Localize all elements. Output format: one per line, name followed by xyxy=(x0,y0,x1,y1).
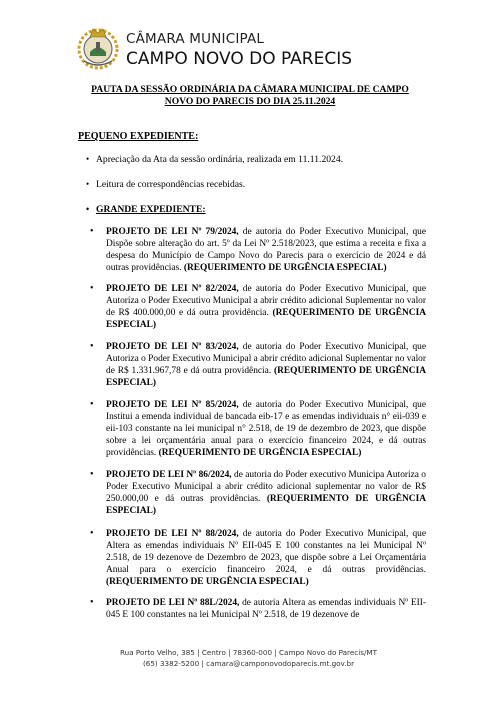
bullet-icon: • xyxy=(90,469,94,480)
sub-item-grande-expediente: • GRANDE EXPEDIENTE: xyxy=(96,204,206,215)
org-name-line2: CAMPO NOVO DO PARECIS xyxy=(126,49,353,69)
item-head: PROJETO DE LEI Nº 88L/2024, xyxy=(106,598,240,608)
agenda-item xyxy=(90,283,426,331)
item-head: PROJETO DE LEI Nº 79/2024, xyxy=(106,227,239,237)
item-tail: (REQUERIMENTO DE URGÊNCIA ESPECIAL) xyxy=(106,366,426,388)
sub-item-correspondencias: • Leitura de correspondências recebidas. xyxy=(96,179,245,190)
org-name-line1: CÂMARA MUNICIPAL xyxy=(126,31,265,47)
agenda-item xyxy=(90,399,426,459)
footer-address: Rua Porto Velho, 385 | Centro | 78360-000 | Campo Novo do Parecis/MT xyxy=(120,648,377,657)
agenda-item xyxy=(90,528,426,588)
item-tail: (REQUERIMENTO DE URGÊNCIA ESPECIAL) xyxy=(106,308,426,330)
footer-contact: (65) 3382-5200 | camara@camponovodoparecis.mt.gov.br xyxy=(142,659,355,668)
section-heading: PEQUENO EXPEDIENTE: xyxy=(78,131,199,142)
page-footer xyxy=(0,647,497,669)
agenda-item xyxy=(90,226,426,274)
agenda-item xyxy=(90,469,426,517)
item-body: de autoria Altera as emendas individuais Nº EII-045 E 100 constantes na lei Municipal Nº 2.518, de 19 dezenove de xyxy=(106,598,426,620)
item-head: PROJETO DE LEI Nº 88/2024, xyxy=(106,529,239,539)
item-tail: (REQUERIMENTO DE URGÊNCIA ESPECIAL) xyxy=(106,494,426,516)
title-line2: NOVO DO PARECIS DO DIA 25.11.2024 xyxy=(164,96,336,107)
item-body: de autoria do Poder Executivo Municipal, que Altera as emendas individuais Nº EII-045 E 100 constantes na lei Municipal Nº 2.518, de 19 dezenove de Dezembro de 2023, que dispõe sobre a Lei Orçamentária Anual para o exercício financeiro 2024, e dá outras providências. xyxy=(106,529,426,575)
agenda-item xyxy=(90,597,426,621)
item-head: PROJETO DE LEI Nº 85/2024, xyxy=(106,400,239,410)
bullet-icon: • xyxy=(90,226,94,237)
item-head: PROJETO DE LEI Nº 83/2024, xyxy=(106,342,239,352)
item-tail: (REQUERIMENTO DE URGÊNCIA ESPECIAL) xyxy=(183,263,387,273)
sub-item-ata: • Apreciação da Ata da sessão ordinária, realizada em 11.11.2024. xyxy=(96,154,343,165)
letterhead xyxy=(76,25,416,75)
bullet-icon: • xyxy=(90,597,94,608)
item-head: PROJETO DE LEI Nº 82/2024, xyxy=(106,284,239,294)
title-line1: PAUTA DA SESSÃO ORDINÁRIA DA CÂMARA MUNICIPAL DE CAMPO xyxy=(91,84,409,95)
bullet-icon: • xyxy=(90,341,94,352)
document-title xyxy=(60,84,440,108)
bullet-icon: • xyxy=(90,283,94,294)
item-body: de autoria do Poder Executivo Municipal, que Autoriza o Poder Executivo Municipal a abrir crédito adicional Suplementar no valor de R$ 400.000,00 e dá outra providência. xyxy=(106,284,426,318)
item-body: de autoria do Poder Executivo Municipal, que Dispõe sobre alteração do art. 5º da Lei Nº 2.518/2023, que estima a receita e fixa a despesa do Município de Campo Novo do Parecis para o exercício de 2024 e dá outras providências. xyxy=(106,227,426,273)
item-tail: (REQUERIMENTO DE URGÊNCIA ESPECIAL) xyxy=(158,448,362,458)
item-tail: (REQUERIMENTO DE URGÊNCIA ESPECIAL) xyxy=(106,577,309,587)
bullet-icon: • xyxy=(90,528,94,539)
city-seal-logo xyxy=(76,25,120,71)
item-body: de autoria do Poder executivo Municipa Autoriza o Poder Executivo Municipal a abrir crédito adicional suplementar no valor de R$ 250.000,00 e dá outras providências. xyxy=(106,470,426,504)
item-body: de autoria do Poder Executivo Municipal, que Autoriza o Poder Executivo Municipal a abrir crédito adicional Suplementar no valor de R$ 1.331.967,78 e dá outra providência. xyxy=(106,342,426,376)
item-head: PROJETO DE LEI Nº 86/2024, xyxy=(106,470,232,480)
bullet-icon: • xyxy=(90,399,94,410)
item-body: de autoria do Poder Executivo Municipal, que Institui a emenda individual de bancada eib-17 e as emendas individuais n° eii-039 e eii-103 constante na lei municipal n° 2.518, de 19 de dezembro de 2023, que dispõe sobre a lei orçamentária anual para o exercício financeiro 2024, e dá outras providências. xyxy=(106,400,426,458)
agenda-item xyxy=(90,341,426,389)
